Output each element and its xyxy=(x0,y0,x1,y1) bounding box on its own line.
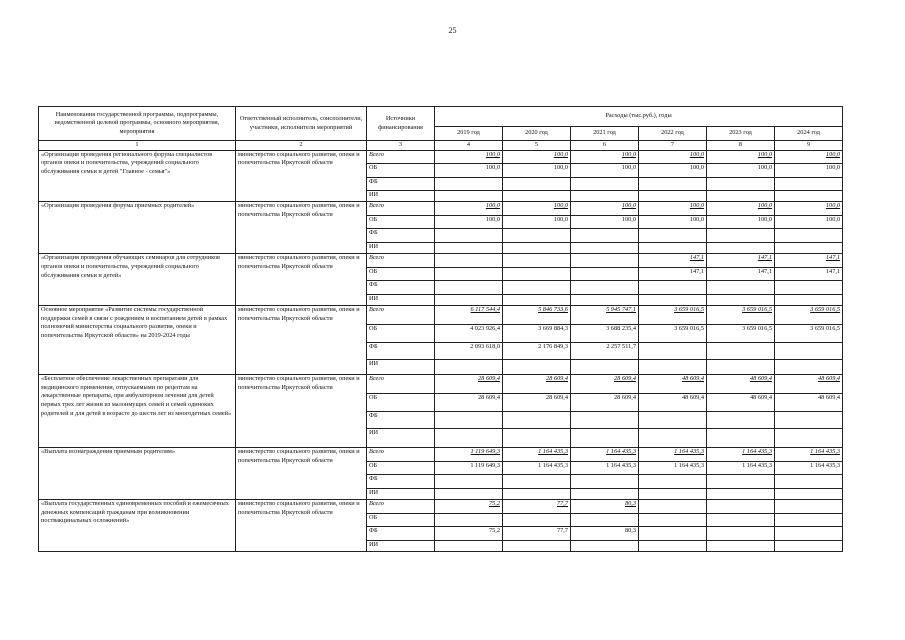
measure-executor: министерство социального развития, опеки и попечительства Иркутской области xyxy=(236,500,367,552)
expense-value xyxy=(503,429,571,448)
expense-value: 3 659 016,5 xyxy=(707,306,775,325)
expense-value xyxy=(435,191,503,202)
expense-value: 3 659 016,5 xyxy=(639,306,707,325)
expense-value: 147,1 xyxy=(639,267,707,281)
expense-value xyxy=(707,475,775,489)
expense-value xyxy=(639,488,707,499)
funding-source: Всего xyxy=(367,254,435,268)
expense-value xyxy=(503,513,571,527)
measure-name: «Организация проведения обучающих семинаров для сотрудников органов опеки и попечительства, учреждений социального обслуживания семьи и детей» xyxy=(39,254,236,306)
table-row xyxy=(39,202,843,216)
expense-value xyxy=(571,177,639,191)
expense-value: 100,0 xyxy=(571,215,639,229)
column-number: 4 xyxy=(435,141,503,151)
expense-value xyxy=(435,267,503,281)
expense-value: 3 688 235,4 xyxy=(571,325,639,343)
expense-value xyxy=(435,177,503,191)
expense-value: 1 119 649,3 xyxy=(435,461,503,475)
expense-value: 80,3 xyxy=(571,500,639,514)
expense-value: 28 609,4 xyxy=(435,375,503,394)
expense-value xyxy=(775,527,843,541)
expense-value xyxy=(435,294,503,305)
expense-value: 28 609,4 xyxy=(571,375,639,394)
expense-value: 2 257 511,7 xyxy=(571,342,639,360)
expense-value: 3 659 016,5 xyxy=(707,325,775,343)
expense-value: 100,0 xyxy=(639,215,707,229)
expense-value xyxy=(435,281,503,295)
expense-value: 147,1 xyxy=(707,254,775,268)
expense-value: 100,0 xyxy=(775,164,843,178)
expense-value: 6 117 544,4 xyxy=(435,306,503,325)
expense-value xyxy=(639,527,707,541)
expense-value xyxy=(503,177,571,191)
expense-value: 147,1 xyxy=(707,267,775,281)
expense-value: 100,0 xyxy=(775,150,843,164)
expense-value xyxy=(639,281,707,295)
expense-value: 100,0 xyxy=(435,202,503,216)
measure-name: «Выплата вознаграждения приемным родителям» xyxy=(39,448,236,500)
expense-value: 100,0 xyxy=(639,202,707,216)
expense-value: 3 659 016,5 xyxy=(639,325,707,343)
expense-value: 100,0 xyxy=(503,215,571,229)
header-executor-column: Ответственный исполнитель, соисполнители, участники, исполнители мероприятий xyxy=(236,107,367,141)
expense-value xyxy=(571,513,639,527)
expense-value xyxy=(775,281,843,295)
expense-value xyxy=(707,513,775,527)
expense-value: 77,7 xyxy=(503,500,571,514)
expense-value xyxy=(707,191,775,202)
column-number: 5 xyxy=(503,141,571,151)
expense-value xyxy=(707,294,775,305)
expense-value xyxy=(775,500,843,514)
funding-source: ОБ xyxy=(367,215,435,229)
expense-value: 100,0 xyxy=(707,164,775,178)
expense-value: 3 659 016,5 xyxy=(775,325,843,343)
table-row xyxy=(39,306,843,325)
expense-value: 147,1 xyxy=(639,254,707,268)
expense-value xyxy=(639,191,707,202)
expense-value: 3 669 884,3 xyxy=(503,325,571,343)
expense-value xyxy=(775,191,843,202)
expense-value xyxy=(639,513,707,527)
expense-value xyxy=(571,540,639,551)
expense-value xyxy=(775,513,843,527)
expense-value xyxy=(639,242,707,253)
measure-executor: министерство социального развития, опеки и попечительства Иркутской области xyxy=(236,375,367,448)
column-number: 1 xyxy=(39,141,236,151)
expense-value xyxy=(571,429,639,448)
expense-value xyxy=(503,242,571,253)
expense-value xyxy=(503,281,571,295)
funding-source: ФБ xyxy=(367,475,435,489)
expense-value xyxy=(707,540,775,551)
measure-executor: министерство социального развития, опеки и попечительства Иркутской области xyxy=(236,150,367,202)
expense-value: 2 093 618,0 xyxy=(435,342,503,360)
expense-value xyxy=(571,411,639,429)
expense-value xyxy=(571,475,639,489)
expense-value: 147,1 xyxy=(775,267,843,281)
expense-value: 1 164 435,3 xyxy=(707,448,775,462)
funding-source: ИИ xyxy=(367,294,435,305)
expense-value xyxy=(707,281,775,295)
expense-value: 48 609,4 xyxy=(639,375,707,394)
expense-value xyxy=(639,500,707,514)
funding-source: ОБ xyxy=(367,267,435,281)
expense-value xyxy=(775,342,843,360)
expense-value: 28 609,4 xyxy=(571,394,639,412)
expense-value: 75,2 xyxy=(435,500,503,514)
funding-source: Всего xyxy=(367,448,435,462)
expense-value xyxy=(503,540,571,551)
table-row xyxy=(39,375,843,394)
expense-value: 1 164 435,3 xyxy=(775,448,843,462)
expense-value: 5 945 747,1 xyxy=(571,306,639,325)
expense-value xyxy=(775,475,843,489)
header-year: 2022 год xyxy=(639,127,707,141)
budget-table xyxy=(38,106,843,552)
expense-value: 2 176 849,3 xyxy=(503,342,571,360)
funding-source: ФБ xyxy=(367,281,435,295)
expense-value: 100,0 xyxy=(571,150,639,164)
expense-value: 1 164 435,3 xyxy=(639,448,707,462)
measure-name: «Организация проведения форума приемных родителей» xyxy=(39,202,236,254)
measure-executor: министерство социального развития, опеки и попечительства Иркутской области xyxy=(236,202,367,254)
expense-value xyxy=(435,429,503,448)
expense-value: 1 164 435,3 xyxy=(707,461,775,475)
funding-source: ИИ xyxy=(367,488,435,499)
expense-value xyxy=(707,360,775,375)
funding-source: ОБ xyxy=(367,394,435,412)
expense-value: 1 164 435,3 xyxy=(503,448,571,462)
expense-value: 100,0 xyxy=(435,150,503,164)
expense-value: 100,0 xyxy=(571,202,639,216)
column-number: 6 xyxy=(571,141,639,151)
header-year: 2021 год xyxy=(571,127,639,141)
expense-value xyxy=(707,411,775,429)
expense-value xyxy=(435,360,503,375)
expense-value xyxy=(435,513,503,527)
column-number: 7 xyxy=(639,141,707,151)
expense-value xyxy=(707,527,775,541)
table-row xyxy=(39,500,843,514)
expense-value xyxy=(707,242,775,253)
expense-value xyxy=(775,229,843,243)
table-row xyxy=(39,448,843,462)
expense-value: 100,0 xyxy=(503,164,571,178)
expense-value xyxy=(639,177,707,191)
expense-value: 5 846 733,6 xyxy=(503,306,571,325)
measure-name: Основное мероприятие «Развитие системы государственной поддержки семей в связи с рождением и воспитанием детей в рамках полномочий министерства социального развития, опеки и попечительства Иркутской области» на 2019-2024 годы xyxy=(39,306,236,375)
expense-value xyxy=(775,242,843,253)
expense-value: 1 164 435,3 xyxy=(775,461,843,475)
expense-value: 100,0 xyxy=(775,215,843,229)
expense-value: 1 164 435,3 xyxy=(571,448,639,462)
funding-source: Всего xyxy=(367,375,435,394)
expense-value xyxy=(639,411,707,429)
funding-source: Всего xyxy=(367,500,435,514)
funding-source: ФБ xyxy=(367,342,435,360)
expense-value: 100,0 xyxy=(503,150,571,164)
expense-value xyxy=(503,360,571,375)
funding-source: Всего xyxy=(367,202,435,216)
expense-value: 28 609,4 xyxy=(503,394,571,412)
expense-value xyxy=(503,294,571,305)
funding-source: ОБ xyxy=(367,461,435,475)
expense-value xyxy=(775,429,843,448)
column-number: 3 xyxy=(367,141,435,151)
expense-value: 48 609,4 xyxy=(707,375,775,394)
expense-value: 100,0 xyxy=(707,215,775,229)
expense-value xyxy=(435,540,503,551)
expense-value xyxy=(707,429,775,448)
expense-value xyxy=(571,254,639,268)
expense-value: 80,3 xyxy=(571,527,639,541)
expense-value: 100,0 xyxy=(503,202,571,216)
expense-value xyxy=(571,191,639,202)
expense-value: 77,7 xyxy=(503,527,571,541)
expense-value xyxy=(707,488,775,499)
expense-value xyxy=(707,177,775,191)
funding-source: Всего xyxy=(367,306,435,325)
expense-value xyxy=(639,294,707,305)
funding-source: ИИ xyxy=(367,360,435,375)
table-row xyxy=(39,254,843,268)
funding-source: ОБ xyxy=(367,325,435,343)
expense-value xyxy=(503,475,571,489)
expense-value: 100,0 xyxy=(435,164,503,178)
expense-value xyxy=(503,254,571,268)
funding-source: ИИ xyxy=(367,191,435,202)
expense-value: 48 609,4 xyxy=(639,394,707,412)
expense-value xyxy=(571,267,639,281)
expense-value xyxy=(639,229,707,243)
expense-value xyxy=(571,488,639,499)
expense-value xyxy=(435,411,503,429)
expense-value: 75,2 xyxy=(435,527,503,541)
expense-value xyxy=(435,488,503,499)
expense-value xyxy=(435,229,503,243)
header-year: 2019 год xyxy=(435,127,503,141)
expense-value xyxy=(571,294,639,305)
expense-value xyxy=(435,242,503,253)
expense-value xyxy=(775,177,843,191)
funding-source: Всего xyxy=(367,150,435,164)
funding-source: ОБ xyxy=(367,513,435,527)
funding-source: ФБ xyxy=(367,527,435,541)
header-year: 2023 год xyxy=(707,127,775,141)
header-source-column: Источники финансирования xyxy=(367,107,435,141)
expense-value xyxy=(639,360,707,375)
expense-value: 100,0 xyxy=(639,150,707,164)
expense-value: 48 609,4 xyxy=(775,375,843,394)
header-name-column: Наименования государственной программы, подпрограммы, ведомственной целевой программы, основного мероприятия, мероприятия xyxy=(39,107,236,141)
expense-value xyxy=(707,342,775,360)
funding-source: ФБ xyxy=(367,177,435,191)
funding-source: ФБ xyxy=(367,229,435,243)
expense-value xyxy=(639,540,707,551)
expense-value xyxy=(503,411,571,429)
expense-value xyxy=(639,342,707,360)
expense-value xyxy=(503,229,571,243)
expense-value xyxy=(571,229,639,243)
header-year: 2020 год xyxy=(503,127,571,141)
expense-value: 1 164 435,3 xyxy=(639,461,707,475)
expense-value: 3 659 016,5 xyxy=(775,306,843,325)
expense-value: 100,0 xyxy=(571,164,639,178)
expense-value: 100,0 xyxy=(639,164,707,178)
measure-executor: министерство социального развития, опеки и попечительства Иркутской области xyxy=(236,306,367,375)
page-number: 25 xyxy=(448,26,457,35)
expense-value xyxy=(571,281,639,295)
expense-value xyxy=(775,540,843,551)
expense-value xyxy=(775,411,843,429)
expense-value xyxy=(775,488,843,499)
expense-value: 1 164 435,3 xyxy=(503,461,571,475)
expense-value: 28 609,4 xyxy=(503,375,571,394)
expense-value xyxy=(435,254,503,268)
expense-value xyxy=(775,360,843,375)
expense-value: 4 023 926,4 xyxy=(435,325,503,343)
column-number: 2 xyxy=(236,141,367,151)
expense-value: 48 609,4 xyxy=(707,394,775,412)
funding-source: ИИ xyxy=(367,540,435,551)
expense-value: 1 164 435,3 xyxy=(571,461,639,475)
expense-value: 100,0 xyxy=(707,202,775,216)
measure-name: «Выплата государственных единовременных пособий и ежемесячных денежных компенсаций гражданам при возникновении поствакцинальных осложнений» xyxy=(39,500,236,552)
funding-source: ИИ xyxy=(367,242,435,253)
funding-source: ФБ xyxy=(367,411,435,429)
expense-value xyxy=(571,242,639,253)
column-number: 8 xyxy=(707,141,775,151)
expense-value xyxy=(435,475,503,489)
expense-value xyxy=(707,229,775,243)
expense-value xyxy=(639,475,707,489)
measure-name: «Бесплатное обеспечение лекарственных препаратами для медицинского применения, отпускаемыми по рецептам на лекарственные препараты, при амбулаторном лечении для детей первых трех лет жизни из малоимущих семей и семей одиноких родителей и для детей в возрасте до шести лет из многодетных семей» xyxy=(39,375,236,448)
expense-value: 48 609,4 xyxy=(775,394,843,412)
expense-value: 1 119 649,3 xyxy=(435,448,503,462)
expense-value xyxy=(571,360,639,375)
expense-value xyxy=(503,267,571,281)
expense-value: 28 609,4 xyxy=(435,394,503,412)
expense-value: 147,1 xyxy=(775,254,843,268)
table-row xyxy=(39,150,843,164)
table-body xyxy=(39,150,843,551)
measure-executor: министерство социального развития, опеки и попечительства Иркутской области xyxy=(236,448,367,500)
header-year: 2024 год xyxy=(775,127,843,141)
expense-value xyxy=(503,488,571,499)
expense-value: 100,0 xyxy=(775,202,843,216)
measure-name: «Организация проведения регионального форума специалистов органов опеки и попечительства, учреждений социального обслуживания семьи и детей "Главное - семья"» xyxy=(39,150,236,202)
funding-source: ИИ xyxy=(367,429,435,448)
expense-value xyxy=(639,429,707,448)
expense-value xyxy=(503,191,571,202)
column-number: 9 xyxy=(775,141,843,151)
measure-executor: министерство социального развития, опеки и попечительства Иркутской области xyxy=(236,254,367,306)
header-expenses: Расходы (тыс.руб.), годы xyxy=(435,107,843,127)
expense-value xyxy=(707,500,775,514)
expense-value: 100,0 xyxy=(707,150,775,164)
expense-value xyxy=(775,294,843,305)
funding-source: ОБ xyxy=(367,164,435,178)
expense-value: 100,0 xyxy=(435,215,503,229)
